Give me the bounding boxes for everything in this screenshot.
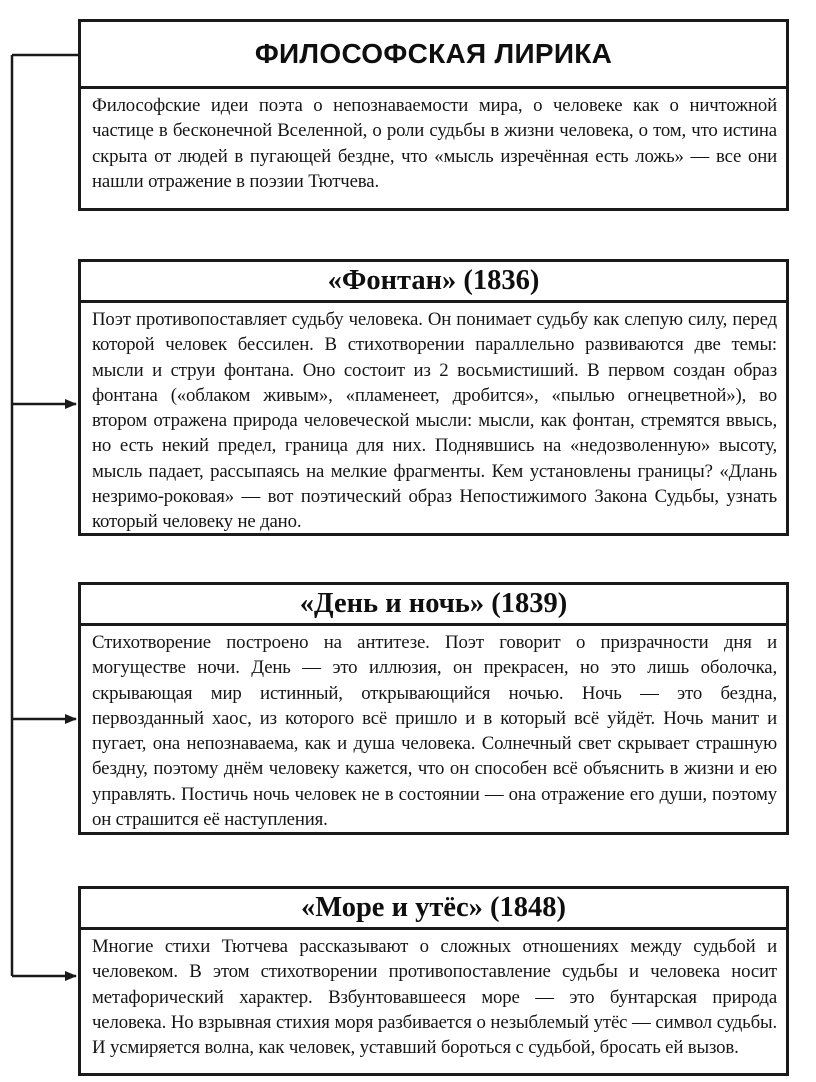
poem-description-day-and-night: Стихотворение построено на антитезе. Поэт говорит о призрачности дня и могуществе ночи. День — это иллюзия, он прекрасен, но это лишь оболочка, скрывающая мир истинный, открывающийся ночью. Ночь — это бездна, первозданный хаос, из которого всё пришло и в который всё уйдёт. Ночь манит и пугает, она непознаваема, как и душа человека. Солнечный свет скрывает страшную бездну, поэтому днём человеку кажется, что он способен всё объяснить в жизни и ею управлять. Постичь ночь человек не в состоянии — она отражение его души, поэтому он страшится её наступления. <box>92 632 777 831</box>
main-description: Философские идеи поэта о непознаваемости мира, о человеке как о ничтожной частице в бесконечной Вселенной, о роли судьбы в жизни человека, о том, что истина скрыта от людей в пугающей бездне, что «мысль изречённая есть ложь» — все они нашли отражение в поэзии Тютчева. <box>92 95 777 192</box>
poem-block-day-and-night <box>78 582 789 835</box>
poem-description-fountain: Поэт противопоставляет судьбу человека. Он понимает судьбу как слепую силу, перед которой человек бессилен. В стихотворении параллельно развиваются две темы: мысли и струи фонтана. Оно состоит из 2 восьмистиший. В первом создан образ фонтана («облаком живым», «пламенеет, дробится», «пылью огнецветной»), во втором отражена природа человеческой мысли: мысли, как фонтан, стремятся ввысь, но есть некий предел, граница для них. Поднявшись на «недозволенную» высоту, мысль падает, рассыпаясь на мелкие фрагменты. Кем установлены границы? «Длань незримо-роковая» — вот поэтический образ Непостижимого Закона Судьбы, узнать который человеку не дано. <box>92 309 777 533</box>
poem-title-day-and-night: «День и ночь» (1839) <box>81 585 786 626</box>
main-block-philosophical-lyrics <box>78 19 789 211</box>
poem-block-sea-and-cliff <box>78 886 789 1076</box>
main-title: ФИЛОСОФСКАЯ ЛИРИКА <box>81 22 786 89</box>
poem-description-sea-and-cliff: Многие стихи Тютчева рассказывают о сложных отношениях между судьбой и человеком. В этом стихотворении противопоставление судьбы и человека носит метафорический характер. Взбунтовавшееся море — это бунтарская природа человека. Но взрывная стихия моря разбивается о незыблемый утёс — символ судьбы. И усмиряется волна, как человек, уставший бороться с судьбой, бросать ей вызов. <box>92 936 777 1059</box>
poem-block-fountain <box>78 259 789 536</box>
poem-title-fountain: «Фонтан» (1836) <box>81 262 786 303</box>
poem-title-sea-and-cliff: «Море и утёс» (1848) <box>81 889 786 930</box>
